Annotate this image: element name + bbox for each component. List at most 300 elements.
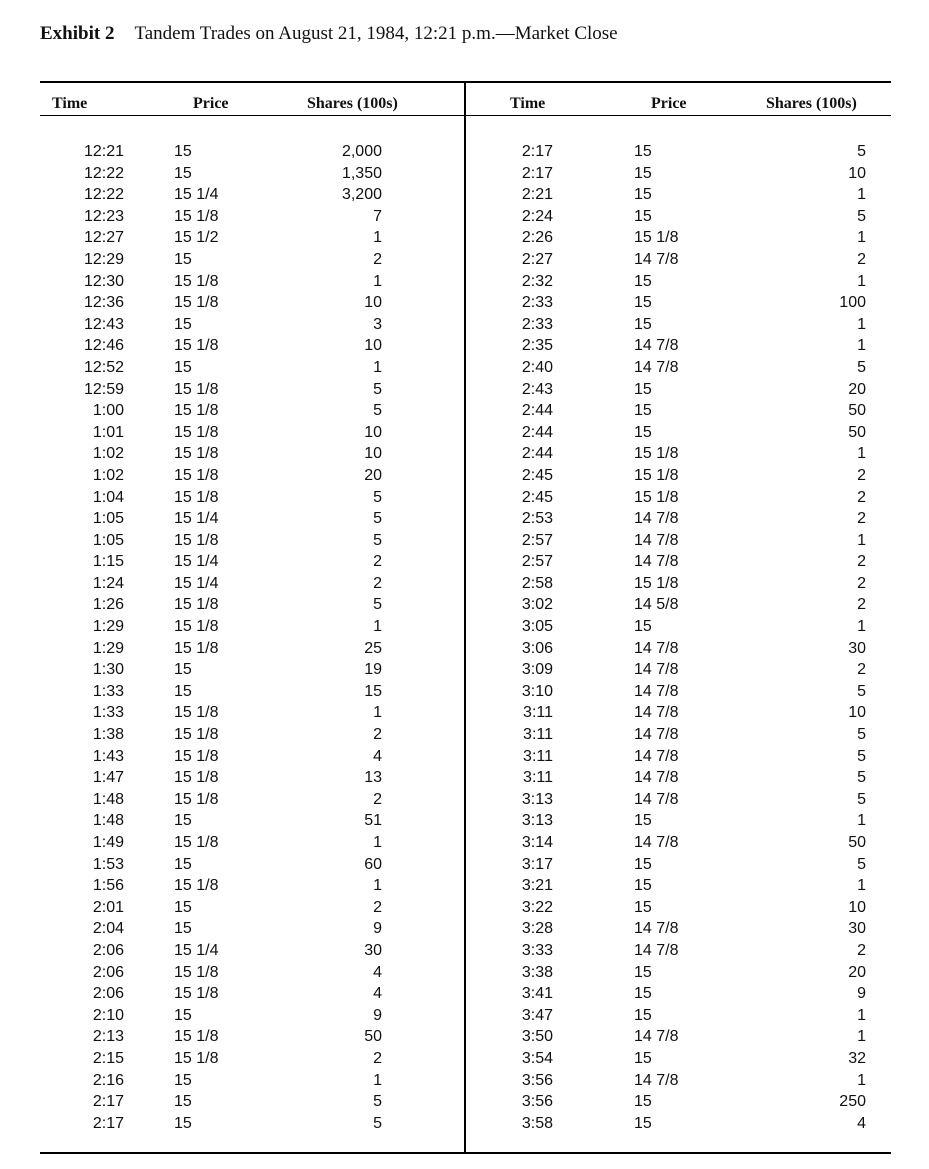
trade-time-cell: 2:13 — [92, 1028, 124, 1046]
trade-price-cell: 15 1/8 — [174, 380, 219, 398]
trade-price-cell: 15 — [634, 164, 652, 182]
trade-time-cell: 2:26 — [521, 229, 553, 247]
trade-price-cell: 15 1/8 — [174, 488, 219, 506]
trade-time-cell: 2:57 — [521, 553, 553, 571]
trade-row — [466, 594, 891, 616]
trade-time-cell: 2:32 — [521, 272, 553, 290]
trade-time-cell: 2:33 — [521, 294, 553, 312]
trade-price-cell: 15 1/8 — [174, 790, 219, 808]
trade-shares-cell: 5 — [373, 510, 382, 528]
trade-shares-cell: 1 — [857, 445, 866, 463]
trade-shares-cell: 2 — [857, 466, 866, 484]
trade-row — [40, 357, 464, 379]
trade-time-cell: 12:27 — [83, 229, 124, 247]
trade-row — [40, 508, 464, 530]
trade-price-cell: 15 — [634, 207, 652, 225]
trade-row — [466, 832, 891, 854]
trade-shares-cell: 5 — [857, 747, 866, 765]
trade-time-cell: 2:45 — [521, 488, 553, 506]
trade-row — [466, 1070, 891, 1092]
trade-price-cell: 15 — [634, 380, 652, 398]
trade-price-cell: 15 — [634, 1006, 652, 1024]
trade-shares-cell: 1,350 — [341, 164, 382, 182]
trade-row — [40, 746, 464, 768]
trade-shares-cell: 1 — [857, 877, 866, 895]
trade-row — [466, 573, 891, 595]
trade-row — [40, 659, 464, 681]
trade-price-cell: 15 1/8 — [634, 574, 679, 592]
trade-shares-cell: 2 — [857, 250, 866, 268]
trade-time-cell: 2:44 — [521, 423, 553, 441]
trade-price-cell: 15 1/8 — [174, 747, 219, 765]
trade-time-cell: 3:33 — [521, 941, 553, 959]
time-header: Time — [510, 95, 546, 112]
trade-time-cell: 12:23 — [83, 207, 124, 225]
trade-time-cell: 3:54 — [521, 1049, 553, 1067]
trade-shares-cell: 5 — [373, 596, 382, 614]
trade-time-cell: 2:21 — [521, 186, 553, 204]
trade-time-cell: 1:48 — [92, 790, 124, 808]
trade-time-cell: 1:01 — [92, 423, 124, 441]
trade-price-cell: 15 — [634, 315, 652, 333]
trade-price-cell: 14 7/8 — [634, 704, 679, 722]
trade-row — [466, 335, 891, 357]
trade-shares-cell: 1 — [857, 618, 866, 636]
trade-row — [40, 1026, 464, 1048]
trade-time-cell: 2:06 — [92, 985, 124, 1003]
trade-price-cell: 15 1/4 — [174, 574, 219, 592]
trade-price-cell: 14 7/8 — [634, 834, 679, 851]
trade-price-cell: 15 1/8 — [634, 488, 679, 506]
trade-shares-cell: 5 — [857, 769, 866, 787]
trade-time-cell: 12:36 — [83, 294, 124, 312]
trade-time-cell: 2:04 — [92, 920, 124, 938]
trade-row — [40, 227, 464, 249]
trade-row — [466, 983, 891, 1005]
trade-price-cell: 15 1/8 — [174, 337, 219, 355]
trade-row — [40, 249, 464, 271]
trade-time-cell: 3:11 — [523, 704, 553, 722]
trade-time-cell: 2:33 — [521, 315, 553, 333]
trade-time-cell: 12:52 — [83, 358, 124, 376]
trade-row — [40, 1091, 464, 1113]
trade-shares-cell: 13 — [364, 769, 382, 787]
trade-row — [466, 227, 891, 249]
trade-price-cell: 15 — [634, 402, 652, 420]
trade-row — [40, 271, 464, 293]
trade-time-cell: 3:56 — [521, 1071, 553, 1089]
trade-row — [466, 379, 891, 401]
trade-shares-cell: 3,200 — [341, 186, 382, 204]
trade-price-cell: 15 1/8 — [174, 596, 219, 614]
trade-price-cell: 15 1/8 — [174, 963, 219, 981]
trade-shares-cell: 50 — [364, 1028, 382, 1046]
trade-time-cell: 3:11 — [523, 726, 553, 744]
trade-time-cell: 1:48 — [92, 812, 124, 830]
trade-time-cell: 3:58 — [521, 1114, 553, 1132]
trade-shares-cell: 1 — [373, 229, 382, 247]
trade-row — [466, 422, 891, 444]
trade-price-cell: 14 7/8 — [634, 661, 679, 679]
trade-shares-cell: 1 — [857, 229, 866, 247]
trade-time-cell: 3:09 — [521, 661, 553, 679]
trade-shares-cell: 19 — [364, 661, 382, 679]
trade-price-cell: 15 1/8 — [174, 1028, 219, 1046]
trade-shares-cell: 1 — [857, 1071, 866, 1089]
trade-time-cell: 2:57 — [521, 531, 553, 549]
exhibit-label: Exhibit 2 — [40, 23, 115, 44]
trade-price-cell: 15 1/8 — [174, 877, 219, 895]
trade-time-cell: 1:29 — [92, 639, 124, 657]
trade-price-cell: 15 1/8 — [174, 834, 219, 851]
trade-row — [40, 551, 464, 573]
trade-time-cell: 3:06 — [521, 639, 553, 657]
trade-row — [40, 681, 464, 703]
trade-price-cell: 15 — [174, 812, 192, 830]
right-half — [466, 81, 891, 1154]
trade-price-cell: 15 1/8 — [174, 423, 219, 441]
trade-price-cell: 15 1/8 — [174, 704, 219, 722]
trade-price-cell: 14 7/8 — [634, 790, 679, 808]
trade-time-cell: 2:17 — [92, 1114, 124, 1132]
trade-shares-cell: 50 — [848, 423, 866, 441]
trade-time-cell: 1:33 — [92, 704, 124, 722]
left-half — [40, 81, 464, 1154]
trade-row — [466, 940, 891, 962]
trade-row — [40, 875, 464, 897]
trade-price-cell: 15 1/8 — [174, 445, 219, 463]
trade-shares-cell: 30 — [848, 639, 866, 657]
trade-price-cell: 15 1/4 — [174, 941, 219, 959]
trade-time-cell: 3:11 — [523, 747, 553, 765]
trade-row — [40, 530, 464, 552]
trade-row — [466, 1005, 891, 1027]
trade-price-cell: 14 7/8 — [634, 941, 679, 959]
trade-shares-cell: 4 — [373, 985, 382, 1003]
shares-header: Shares (100s) — [766, 95, 857, 112]
time-header: Time — [52, 95, 88, 112]
right-rows — [466, 141, 891, 1134]
trade-price-cell: 15 1/8 — [174, 402, 219, 420]
trade-shares-cell: 2 — [857, 488, 866, 506]
trade-shares-cell: 1 — [857, 315, 866, 333]
trade-row — [40, 1048, 464, 1070]
trade-price-cell: 15 — [634, 1114, 652, 1132]
trade-time-cell: 12:21 — [83, 143, 124, 160]
trade-shares-cell: 1 — [857, 186, 866, 204]
trade-time-cell: 1:38 — [92, 726, 124, 744]
trade-time-cell: 2:53 — [521, 510, 553, 528]
trade-time-cell: 3:21 — [521, 877, 553, 895]
trade-time-cell: 1:02 — [92, 466, 124, 484]
trade-time-cell: 2:44 — [521, 445, 553, 463]
trade-row — [40, 1113, 464, 1135]
trade-row — [466, 659, 891, 681]
trade-row — [40, 983, 464, 1005]
trade-shares-cell: 1 — [857, 272, 866, 290]
trade-row — [466, 1113, 891, 1135]
left-header-row — [40, 95, 464, 115]
trade-shares-cell: 1 — [857, 1028, 866, 1046]
trade-row — [40, 789, 464, 811]
trade-row — [466, 789, 891, 811]
trade-price-cell: 14 7/8 — [634, 250, 679, 268]
trade-row — [466, 487, 891, 509]
trade-shares-cell: 1 — [857, 1006, 866, 1024]
trade-time-cell: 2:40 — [521, 358, 553, 376]
trade-row — [466, 638, 891, 660]
trade-time-cell: 1:30 — [92, 661, 124, 679]
trade-shares-cell: 25 — [364, 639, 382, 657]
trade-price-cell: 14 7/8 — [634, 769, 679, 787]
trade-time-cell: 12:46 — [83, 337, 124, 355]
trade-row — [40, 573, 464, 595]
trade-shares-cell: 1 — [373, 358, 382, 376]
trade-time-cell: 3:50 — [521, 1028, 553, 1046]
trade-row — [40, 141, 464, 163]
trade-row — [40, 400, 464, 422]
trade-row — [40, 810, 464, 832]
trade-shares-cell: 2 — [857, 661, 866, 679]
trade-time-cell: 12:29 — [83, 250, 124, 268]
trade-price-cell: 15 — [634, 294, 652, 312]
trade-shares-cell: 10 — [364, 423, 382, 441]
trade-price-cell: 15 — [634, 855, 652, 873]
exhibit-title — [40, 23, 618, 45]
trade-shares-cell: 5 — [373, 380, 382, 398]
price-header: Price — [651, 95, 687, 112]
trade-row — [40, 443, 464, 465]
trade-shares-cell: 100 — [839, 294, 866, 312]
trade-price-cell: 15 1/4 — [174, 553, 219, 571]
trade-row — [40, 292, 464, 314]
trade-price-cell: 15 1/4 — [174, 186, 219, 204]
trade-row — [40, 206, 464, 228]
trade-row — [466, 530, 891, 552]
trade-shares-cell: 2 — [373, 574, 382, 592]
trade-shares-cell: 1 — [857, 812, 866, 830]
trade-shares-cell: 2 — [373, 553, 382, 571]
trade-row — [40, 616, 464, 638]
trade-time-cell: 1:47 — [92, 769, 124, 787]
trade-shares-cell: 2 — [373, 250, 382, 268]
trade-shares-cell: 10 — [848, 704, 866, 722]
trade-row — [466, 767, 891, 789]
trade-row — [466, 400, 891, 422]
trade-time-cell: 2:44 — [521, 402, 553, 420]
trade-row — [40, 1070, 464, 1092]
trade-price-cell: 14 7/8 — [634, 1071, 679, 1089]
trade-time-cell: 1:49 — [92, 834, 124, 851]
trade-time-cell: 1:24 — [92, 574, 124, 592]
trade-price-cell: 15 1/8 — [174, 294, 219, 312]
trade-price-cell: 14 7/8 — [634, 682, 679, 700]
trade-row — [466, 681, 891, 703]
trade-row — [40, 594, 464, 616]
trade-price-cell: 14 7/8 — [634, 747, 679, 765]
trade-time-cell: 3:11 — [523, 769, 553, 787]
trade-row — [466, 249, 891, 271]
trade-row — [466, 508, 891, 530]
trade-price-cell: 15 — [174, 1093, 192, 1111]
trade-price-cell: 15 — [174, 1006, 192, 1024]
trade-row — [466, 357, 891, 379]
trade-price-cell: 15 1/8 — [174, 1049, 219, 1067]
trades-table — [40, 81, 891, 1155]
trade-shares-cell: 250 — [839, 1093, 866, 1111]
trade-shares-cell: 2 — [373, 726, 382, 744]
trade-shares-cell: 10 — [364, 445, 382, 463]
trade-price-cell: 15 — [174, 898, 192, 916]
trade-row — [40, 940, 464, 962]
trade-shares-cell: 15 — [364, 682, 382, 700]
trade-row — [40, 487, 464, 509]
trade-time-cell: 3:10 — [521, 682, 553, 700]
trade-row — [466, 141, 891, 163]
trade-row — [466, 206, 891, 228]
trade-shares-cell: 2 — [857, 553, 866, 571]
trade-shares-cell: 5 — [857, 143, 866, 160]
trade-price-cell: 14 5/8 — [634, 596, 679, 614]
trade-price-cell: 15 — [174, 920, 192, 938]
trade-time-cell: 12:59 — [83, 380, 124, 398]
trade-shares-cell: 2 — [857, 574, 866, 592]
trade-price-cell: 15 1/8 — [174, 639, 219, 657]
trade-row — [466, 854, 891, 876]
trade-row — [40, 465, 464, 487]
trade-price-cell: 15 — [174, 855, 192, 873]
trade-time-cell: 1:05 — [92, 510, 124, 528]
trade-row — [40, 335, 464, 357]
trade-shares-cell: 1 — [373, 877, 382, 895]
trade-price-cell: 15 — [634, 618, 652, 636]
trade-row — [466, 271, 891, 293]
trade-price-cell: 14 7/8 — [634, 726, 679, 744]
trade-row — [466, 746, 891, 768]
trade-time-cell: 2:06 — [92, 941, 124, 959]
trade-time-cell: 12:22 — [83, 186, 124, 204]
trade-row — [466, 314, 891, 336]
trade-row — [466, 918, 891, 940]
trade-row — [466, 616, 891, 638]
trade-price-cell: 14 7/8 — [634, 531, 679, 549]
trade-time-cell: 3:13 — [521, 812, 553, 830]
trade-time-cell: 12:43 — [83, 315, 124, 333]
trade-price-cell: 15 — [174, 1071, 192, 1089]
trade-shares-cell: 30 — [848, 920, 866, 938]
trade-shares-cell: 1 — [373, 834, 382, 851]
trade-price-cell: 15 1/4 — [174, 510, 219, 528]
trade-price-cell: 15 — [174, 1114, 192, 1132]
trade-shares-cell: 30 — [364, 941, 382, 959]
trade-shares-cell: 5 — [857, 855, 866, 873]
trade-time-cell: 2:10 — [92, 1006, 124, 1024]
trade-time-cell: 1:53 — [92, 855, 124, 873]
trade-row — [466, 897, 891, 919]
trade-time-cell: 1:05 — [92, 531, 124, 549]
trade-price-cell: 15 1/8 — [174, 207, 219, 225]
trade-price-cell: 15 — [174, 164, 192, 182]
trade-shares-cell: 1 — [857, 337, 866, 355]
trade-price-cell: 15 — [174, 143, 192, 160]
trade-shares-cell: 4 — [857, 1114, 866, 1132]
trade-time-cell: 3:02 — [521, 596, 553, 614]
trade-time-cell: 1:04 — [92, 488, 124, 506]
trade-shares-cell: 9 — [857, 985, 866, 1003]
trade-shares-cell: 10 — [364, 294, 382, 312]
trade-time-cell: 1:33 — [92, 682, 124, 700]
trade-price-cell: 15 — [174, 250, 192, 268]
trade-row — [466, 875, 891, 897]
trade-shares-cell: 5 — [857, 207, 866, 225]
trade-row — [466, 443, 891, 465]
trade-shares-cell: 1 — [373, 1071, 382, 1089]
shares-header: Shares (100s) — [307, 95, 398, 112]
trade-price-cell: 15 — [174, 315, 192, 333]
trade-price-cell: 15 1/8 — [634, 445, 679, 463]
trade-time-cell: 2:35 — [521, 337, 553, 355]
trade-time-cell: 3:22 — [521, 898, 553, 916]
trade-time-cell: 3:05 — [521, 618, 553, 636]
trade-shares-cell: 5 — [857, 790, 866, 808]
trade-price-cell: 15 1/8 — [174, 769, 219, 787]
trade-shares-cell: 4 — [373, 747, 382, 765]
trade-time-cell: 2:24 — [521, 207, 553, 225]
trade-price-cell: 15 — [634, 985, 652, 1003]
exhibit-caption: Tandem Trades on August 21, 1984, 12:21 p.m.—Market Close — [134, 23, 618, 44]
trade-shares-cell: 1 — [373, 704, 382, 722]
trade-shares-cell: 2 — [373, 898, 382, 916]
trade-time-cell: 12:22 — [83, 164, 124, 182]
trade-price-cell: 15 — [174, 358, 192, 376]
trade-row — [40, 702, 464, 724]
trade-row — [466, 1026, 891, 1048]
trade-row — [40, 163, 464, 185]
trade-time-cell: 3:41 — [521, 985, 553, 1003]
trade-row — [40, 767, 464, 789]
trade-shares-cell: 1 — [373, 618, 382, 636]
trade-row — [466, 163, 891, 185]
trade-time-cell: 2:01 — [92, 898, 124, 916]
trade-price-cell: 15 — [634, 186, 652, 204]
trade-time-cell: 12:30 — [83, 272, 124, 290]
trade-shares-cell: 9 — [373, 920, 382, 938]
trade-price-cell: 14 7/8 — [634, 1028, 679, 1046]
trade-shares-cell: 10 — [364, 337, 382, 355]
trade-price-cell: 15 1/8 — [634, 229, 679, 247]
trade-row — [40, 854, 464, 876]
trade-shares-cell: 2 — [857, 596, 866, 614]
trade-price-cell: 15 1/8 — [634, 466, 679, 484]
left-rows — [40, 141, 464, 1134]
trade-shares-cell: 5 — [857, 726, 866, 744]
trade-time-cell: 3:13 — [521, 790, 553, 808]
trade-shares-cell: 3 — [373, 315, 382, 333]
trade-time-cell: 1:15 — [92, 553, 124, 571]
trade-time-cell: 3:28 — [521, 920, 553, 938]
trade-row — [40, 1005, 464, 1027]
trade-time-cell: 3:47 — [521, 1006, 553, 1024]
trade-time-cell: 2:58 — [521, 574, 553, 592]
trade-shares-cell: 51 — [364, 812, 382, 830]
trade-price-cell: 15 1/8 — [174, 726, 219, 744]
trade-shares-cell: 1 — [373, 272, 382, 290]
trade-row — [466, 962, 891, 984]
trade-row — [40, 184, 464, 206]
trade-shares-cell: 20 — [848, 380, 866, 398]
trade-price-cell: 14 7/8 — [634, 337, 679, 355]
trade-row — [40, 314, 464, 336]
